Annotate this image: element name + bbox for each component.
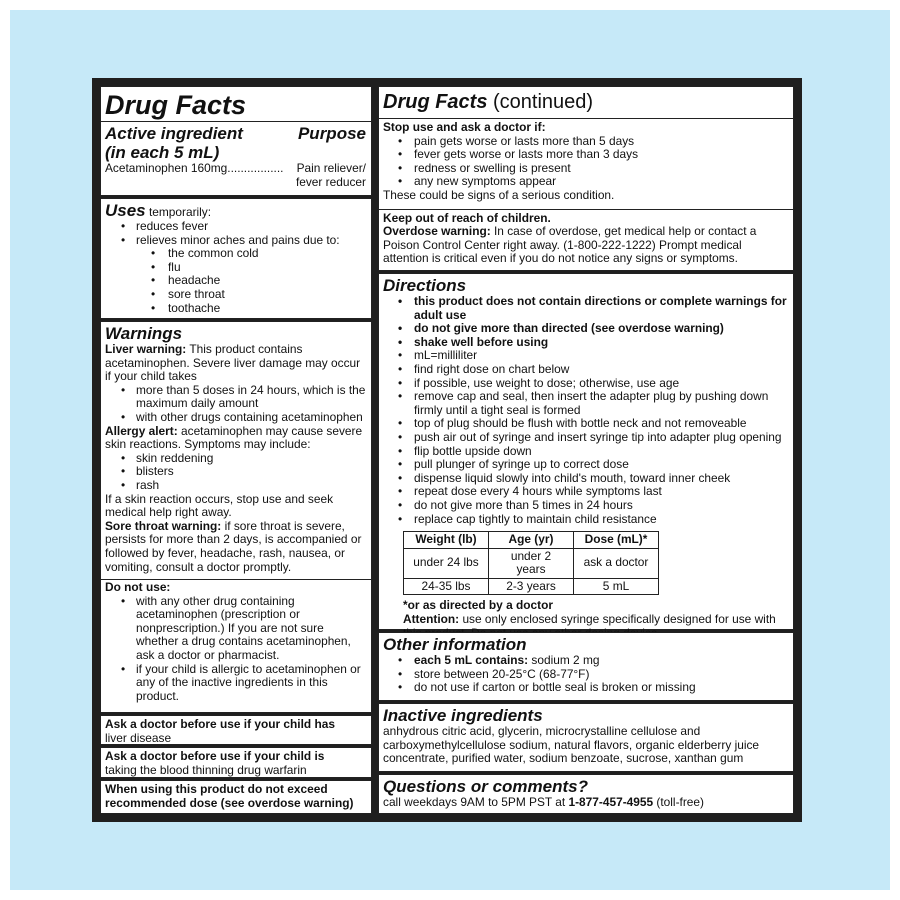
directions-item: • top of plug should be flush with bottle neck and not removeable bbox=[383, 417, 788, 431]
uses-subitem: • flu bbox=[105, 261, 366, 275]
overdose-text: In case of overdose, get medical help or contact a Poison Control Center right away. (1-800-222-1222) Prompt medical attention is critical even if you do not notice any signs or symptoms. bbox=[383, 224, 757, 266]
questions-heading: Questions or comments? bbox=[383, 777, 588, 796]
directions-bold-item: • this product does not contain directions or complete warnings for adult use bbox=[383, 295, 788, 322]
keep-out-heading: Keep out of reach of children. bbox=[383, 210, 551, 225]
allergy-item: • rash bbox=[105, 479, 366, 493]
liver-warning-text: This product contains acetaminophen. Severe liver damage may occur if your child takes bbox=[105, 342, 361, 384]
stop-use-item: • fever gets worse or lasts more than 3 days bbox=[383, 148, 788, 162]
uses-subitem: • sore throat bbox=[105, 288, 366, 302]
table-cell: 24-35 lbs bbox=[404, 578, 489, 595]
liver-item: • more than 5 doses in 24 hours, which is the maximum daily amount bbox=[105, 384, 366, 411]
uses-heading: Uses bbox=[105, 201, 146, 220]
do-not-use-item: • with any other drug containing acetaminophen (prescription or nonprescription.) If you are not sure whether a drug contains acetaminophen, ask a doctor or pharmacist. bbox=[105, 595, 366, 663]
directions-footnote: *or as directed by a doctor bbox=[403, 598, 553, 613]
ask-doctor-warfarin-box bbox=[100, 747, 372, 778]
allergy-item: • skin reddening bbox=[105, 452, 366, 466]
attention-text: use only enclosed syringe specifically designed for use with bbox=[462, 612, 776, 627]
ingredient-name: Acetaminophen 160mg................. bbox=[105, 161, 284, 175]
purpose-line1: Pain reliever/ bbox=[296, 161, 366, 175]
uses-item: • reduces fever bbox=[105, 220, 366, 234]
uses-subitem: • the common cold bbox=[105, 247, 366, 261]
directions-heading: Directions bbox=[383, 276, 467, 295]
phone-number[interactable]: 1-877-457-4955 bbox=[568, 795, 654, 809]
stop-use-item: • pain gets worse or lasts more than 5 days bbox=[383, 135, 788, 149]
liver-warning-label: Liver warning: bbox=[105, 342, 187, 356]
other-item: • store between 20-25°C (68-77°F) bbox=[383, 668, 788, 682]
sore-throat-text: if sore throat is severe, persists for more than 2 days, is accompanied or followed by fever, headache, rash, nausea, or vomiting, consult a doctor promptly. bbox=[105, 518, 362, 574]
directions-item: • repeat dose every 4 hours while symptoms last bbox=[383, 485, 788, 499]
directions-item: • replace cap tightly to maintain child resistance bbox=[383, 513, 788, 527]
other-item: • do not use if carton or bottle seal is broken or missing bbox=[383, 681, 788, 695]
ask-doctor-warfarin-text: taking the blood thinning drug warfarin bbox=[105, 762, 307, 777]
uses-box bbox=[100, 198, 372, 319]
ask-doctor-liver-box bbox=[100, 715, 372, 745]
skin-reaction-text: If a skin reaction occurs, stop use and seek medical help right away. bbox=[105, 491, 334, 520]
continued-label: (continued) bbox=[487, 91, 594, 113]
stop-use-item: • any new symptoms appear bbox=[383, 175, 788, 189]
ask-doctor-warfarin-label: Ask a doctor before use if your child is bbox=[105, 749, 325, 763]
table-cell: 5 mL bbox=[574, 578, 659, 595]
active-ingredient-subheading: (in each 5 mL) bbox=[105, 143, 220, 162]
warnings-box bbox=[100, 321, 372, 713]
do-not-exceed-line1: When using this product do not exceed bbox=[105, 782, 328, 796]
purpose-heading: Purpose bbox=[297, 124, 366, 143]
dosing-table bbox=[403, 531, 659, 595]
table-header-cell: Age (yr) bbox=[489, 532, 574, 549]
table-row bbox=[404, 548, 659, 578]
drug-facts-title: Drug Facts bbox=[105, 90, 247, 120]
questions-text: call weekdays 9AM to 5PM PST at bbox=[383, 795, 569, 809]
do-not-use-item: • if your child is allergic to acetaminophen or any of the inactive ingredients in this product. bbox=[105, 663, 366, 704]
stop-use-footer: These could be signs of a serious condition. bbox=[383, 187, 615, 202]
sore-throat-label: Sore throat warning: bbox=[105, 518, 222, 533]
directions-bold-item: • shake well before using bbox=[383, 336, 788, 350]
uses-item: • relieves minor aches and pains due to: bbox=[105, 234, 366, 248]
directions-item: • mL=milliliter bbox=[383, 349, 788, 363]
purpose-line2: fever reducer bbox=[295, 174, 366, 189]
liver-item: • with other drugs containing acetaminophen bbox=[105, 411, 366, 425]
directions-item: • push air out of syringe and insert syringe tip into adapter plug opening bbox=[383, 431, 788, 445]
allergy-item: • blisters bbox=[105, 465, 366, 479]
active-ingredient-heading: Active ingredient bbox=[105, 124, 243, 143]
directions-bold-item: • do not give more than directed (see overdose warning) bbox=[383, 322, 788, 336]
do-not-use-heading: Do not use: bbox=[105, 580, 171, 595]
do-not-exceed-box bbox=[100, 780, 372, 814]
warnings-heading: Warnings bbox=[105, 324, 183, 343]
sodium-label: each 5 mL contains: bbox=[414, 653, 529, 667]
drug-facts-panel bbox=[92, 78, 802, 822]
directions-item: • find right dose on chart below bbox=[383, 363, 788, 377]
table-row bbox=[404, 578, 659, 595]
directions-item: • do not give more than 5 times in 24 hours bbox=[383, 499, 788, 513]
directions-item: • remove cap and seal, then insert the adapter plug by pushing down firmly until a tight seal is formed bbox=[383, 390, 788, 417]
ask-doctor-liver-label: Ask a doctor before use if your child has bbox=[105, 717, 335, 731]
inactive-ingredients-box bbox=[378, 703, 794, 772]
table-header-cell: Weight (lb) bbox=[404, 532, 489, 549]
uses-intro: temporarily: bbox=[145, 205, 212, 219]
allergy-alert-label: Allergy alert: bbox=[105, 423, 178, 438]
stop-use-item: • redness or swelling is present bbox=[383, 162, 788, 176]
questions-toll-free: (toll-free) bbox=[653, 795, 704, 809]
uses-subitem: • headache bbox=[105, 274, 366, 288]
continued-title: Drug Facts bbox=[383, 91, 488, 113]
directions-item: • dispense liquid slowly into child's mouth, toward inner cheek bbox=[383, 472, 788, 486]
ask-doctor-liver-text: liver disease bbox=[105, 730, 172, 745]
attention-label: Attention: bbox=[403, 612, 460, 627]
table-cell: 2-3 years bbox=[489, 578, 574, 595]
stop-use-heading: Stop use and ask a doctor if: bbox=[383, 120, 546, 134]
directions-item: • if possible, use weight to dose; otherwise, use age bbox=[383, 377, 788, 391]
do-not-exceed-line2: recommended dose (see overdose warning) bbox=[105, 795, 354, 810]
directions-box bbox=[378, 273, 794, 630]
allergy-alert-text: acetaminophen may cause severe skin reactions. Symptoms may include: bbox=[105, 423, 363, 452]
questions-box bbox=[378, 774, 794, 814]
sodium-text: sodium 2 mg bbox=[528, 653, 600, 667]
table-header-cell: Dose (mL)* bbox=[574, 532, 659, 549]
other-information-heading: Other information bbox=[383, 635, 527, 654]
inactive-ingredients-text: anhydrous citric acid, glycerin, microcrystalline cellulose and carboxymethylcellulose sodium, natural flavors, organic elderberry juice concentrate, purified water, sodium benzoate, sucrose, xanthan gum bbox=[383, 724, 760, 766]
overdose-label: Overdose warning: bbox=[383, 224, 491, 239]
right-column bbox=[378, 86, 794, 814]
directions-item: • flip bottle upside down bbox=[383, 445, 788, 459]
stop-use-box bbox=[378, 86, 794, 271]
dosing-table-header bbox=[404, 532, 659, 549]
left-column bbox=[100, 86, 372, 814]
table-cell: ask a doctor bbox=[574, 548, 659, 578]
inactive-ingredients-heading: Inactive ingredients bbox=[383, 706, 543, 725]
table-cell: under 2 years bbox=[489, 548, 574, 578]
directions-item: • pull plunger of syringe up to correct dose bbox=[383, 458, 788, 472]
uses-subitem: • toothache bbox=[105, 302, 366, 316]
active-ingredient-box bbox=[100, 86, 372, 196]
other-information-box bbox=[378, 632, 794, 701]
table-cell: under 24 lbs bbox=[404, 548, 489, 578]
